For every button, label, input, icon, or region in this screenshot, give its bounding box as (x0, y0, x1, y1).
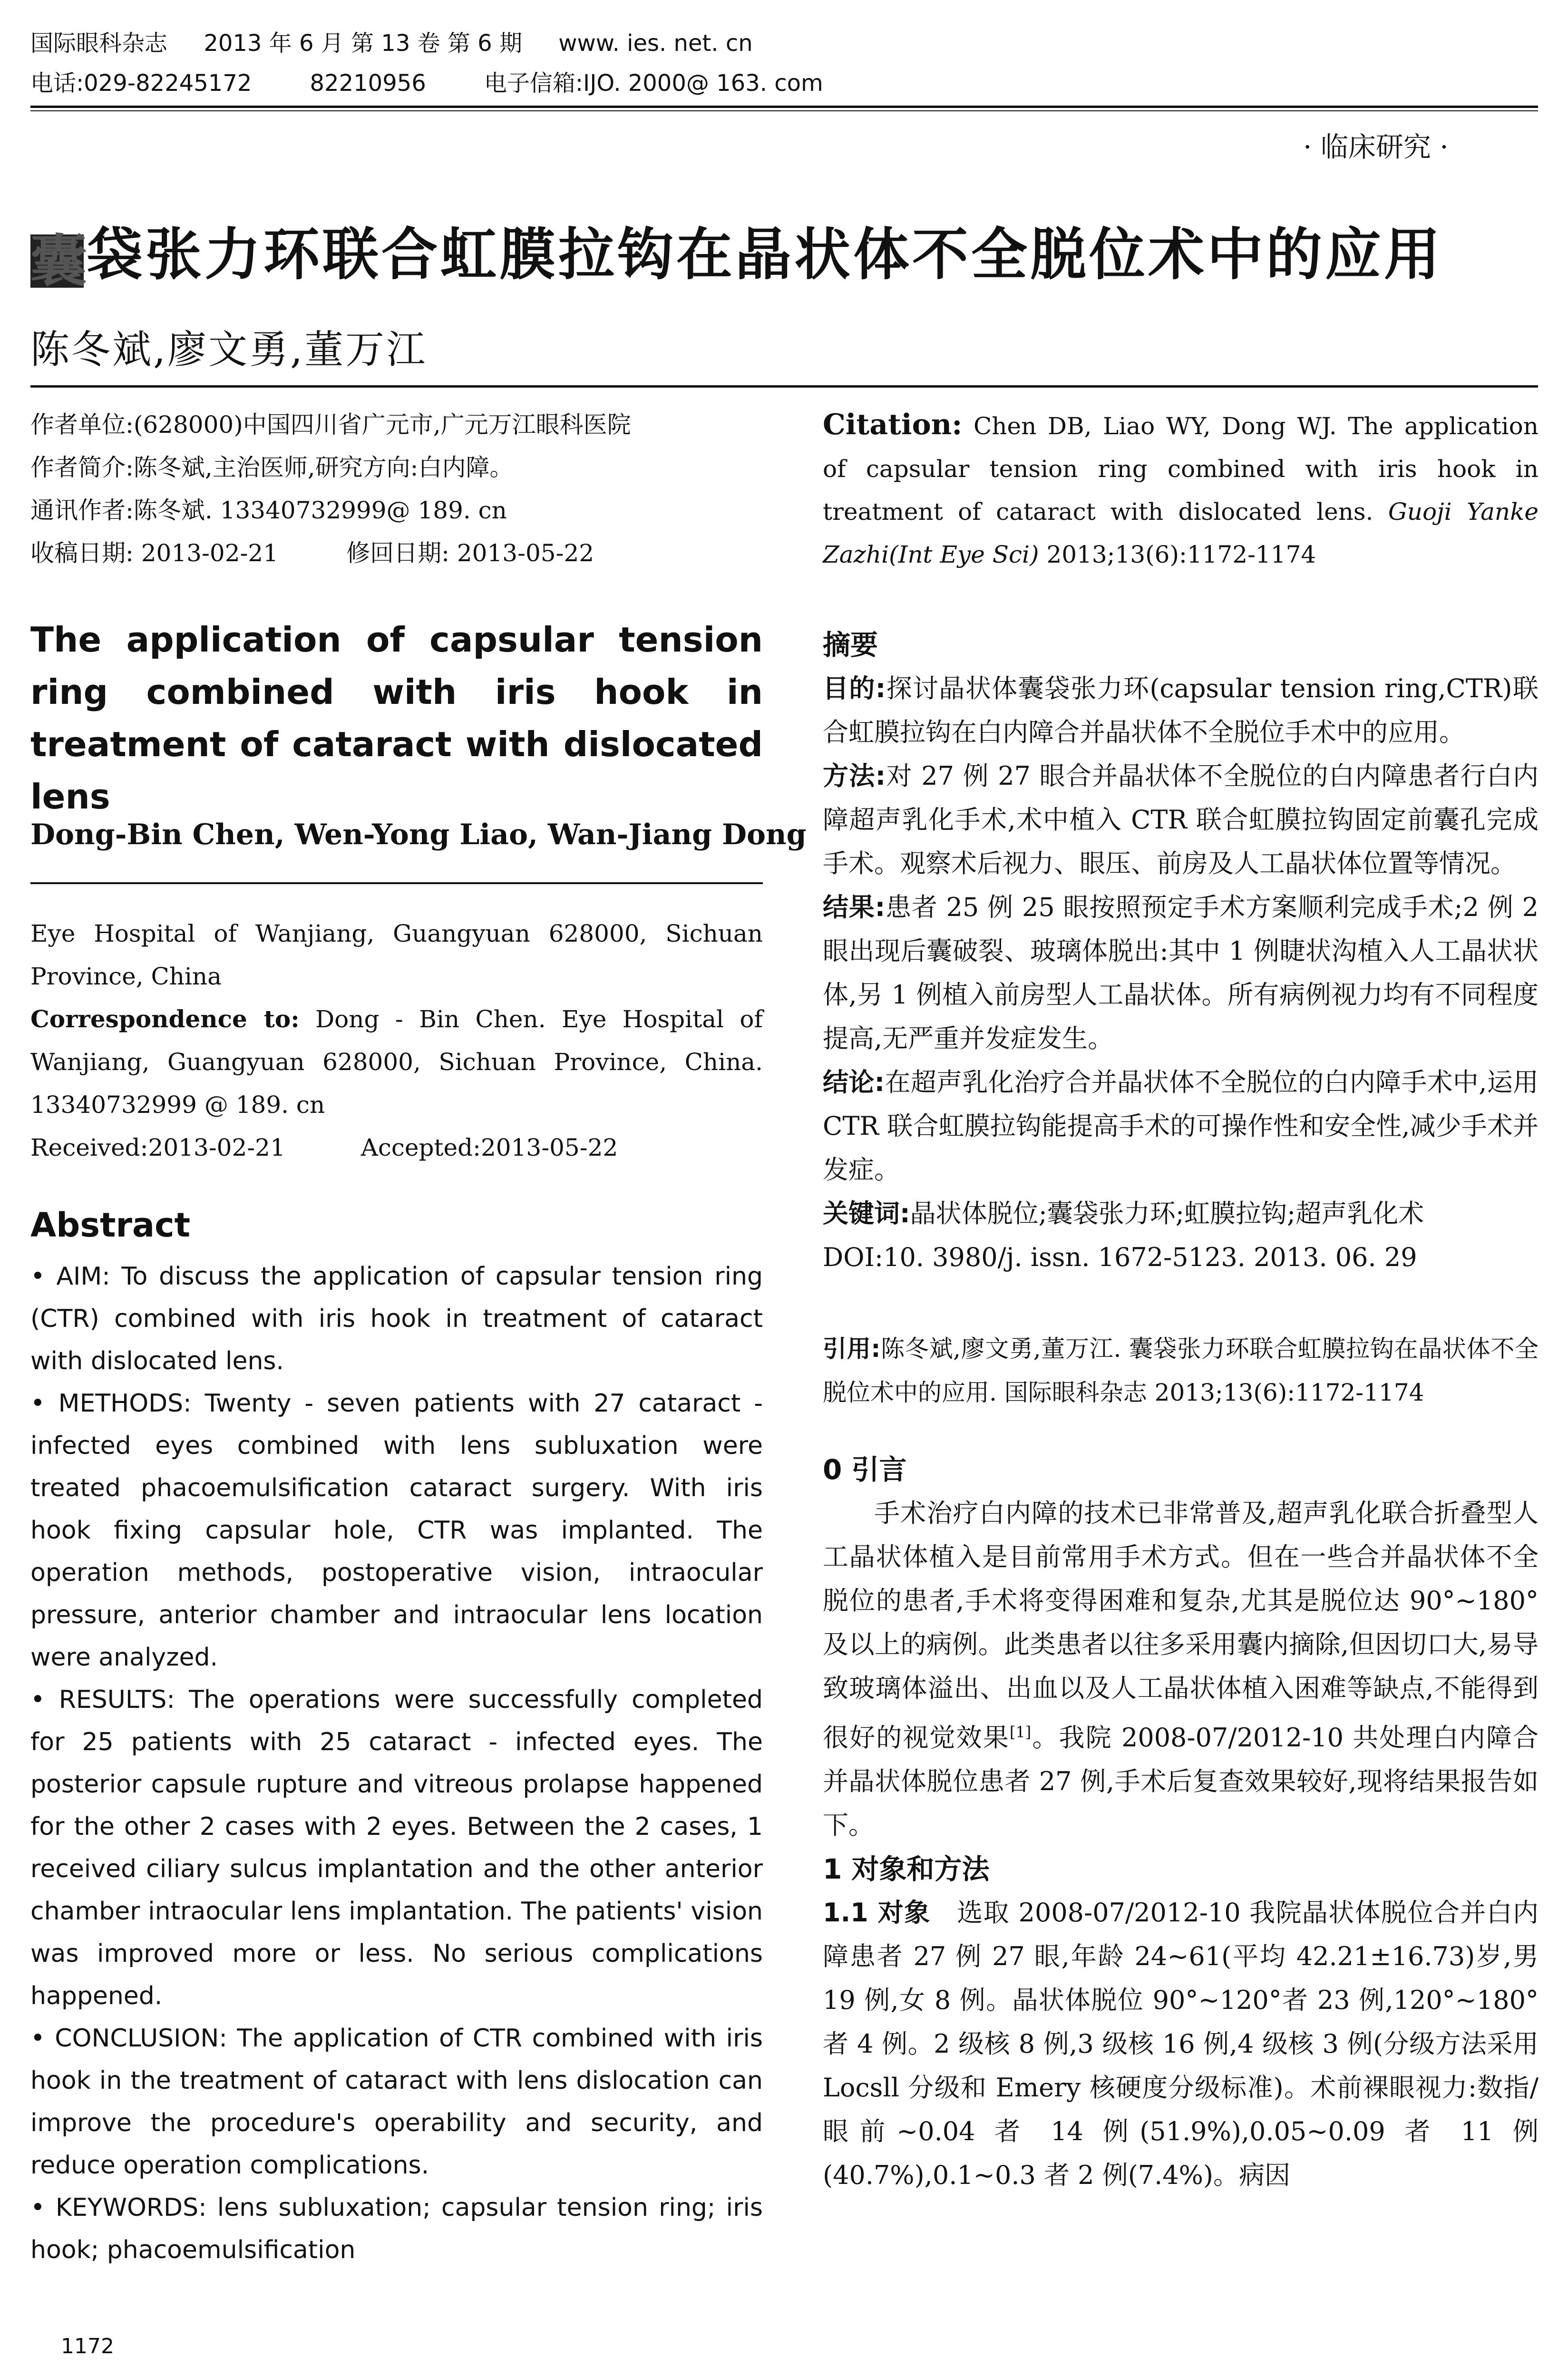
phone: 电话:029-82245172 (30, 70, 252, 97)
citation-text: Chen DB, Liao WY, Dong WJ. The application of capsular tension ring combined with iris hook in treatment of cataract with dislocated lens. (823, 412, 1539, 526)
right-column (823, 623, 1539, 2197)
abstract-heading: Abstract (30, 1206, 191, 1245)
citation-ref: 2013;13(6):1172-1174 (1046, 541, 1316, 568)
zh-conclusion (823, 1061, 1539, 1192)
page-number: 1172 (61, 2334, 114, 2358)
zh-results-text: 患者 25 例 25 眼按照预定手术方案顺利完成手术;2 例 2 眼出现后囊破裂、玻璃体脱出:其中 1 例睫状沟植入人工晶状状体,另 1 例植入前房型人工晶状体。所有病例视力均有不同程度提高,无严重并发症发生。 (823, 892, 1539, 1053)
issue-info: 2013 年 6 月 第 13 卷 第 6 期 (204, 30, 522, 57)
zh-results-label: 结果: (823, 892, 886, 922)
title-first-char-badge: 囊 (30, 228, 90, 294)
zh-abstract-heading: 摘要 (823, 629, 878, 661)
dates-line (30, 532, 768, 575)
cite-cn-text: 陈冬斌,廖文勇,董万江. 囊袋张力环联合虹膜拉钩在晶状体不全脱位术中的应用. 国际眼科杂志 2013;13(6):1172-1174 (823, 1335, 1539, 1406)
citation-label: Citation: (823, 408, 963, 441)
abstract-keywords: • KEYWORDS: lens subluxation; capsular tension ring; iris hook; phacoemulsification (30, 2193, 763, 2264)
correspondence-label: Correspondence to: (30, 1005, 300, 1033)
title-rule (30, 385, 1538, 388)
intro-text: 手术治疗白内障的技术已非常普及,超声乳化联合折叠型人工晶状体植入是目前常用手术方式。但在一些合并晶状体不全脱位的患者,手术将变得困难和复杂,尤其是脱位达 90°~180°及以上的病例。此类患者以往多采用囊内摘除,但因切口大,易导致玻璃体溢出、出血以及人工晶状体植入困难等缺点,不能得到很好的视觉效果 (823, 1498, 1539, 1753)
author-info-block (30, 403, 768, 575)
received-en: Received:2013-02-21 (30, 1134, 285, 1161)
phone2: 82210956 (310, 70, 426, 97)
zh-methods-label: 方法: (823, 761, 886, 791)
zh-results (823, 886, 1539, 1061)
abstract-conclusion: • CONCLUSION: The application of CTR combined with iris hook in the treatment of cataract with lens dislocation can improve the procedure's operability and security, and reduce operation complications. (30, 2024, 763, 2180)
received-date: 收稿日期: 2013-02-21 (30, 539, 279, 567)
methods-sub-heading: 1.1 对象 (823, 1898, 931, 1928)
methods-heading: 1 对象和方法 (823, 1853, 990, 1885)
journal-website[interactable]: www. ies. net. cn (558, 30, 753, 57)
revised-date: 修回日期: 2013-05-22 (346, 539, 594, 567)
zh-conclusion-label: 结论: (823, 1067, 885, 1097)
english-authors: Dong-Bin Chen, Wen-Yong Liao, Wan-Jiang Dong (30, 818, 807, 851)
title-text: 袋张力环联合虹膜拉钩在晶状体不全脱位术中的应用 (87, 222, 1443, 287)
doi: DOI:10. 3980/j. issn. 1672-5123. 2013. 06. 29 (823, 1242, 1417, 1272)
intro-text-end: 。我院 2008-07/2012-10 共处理白内障合并晶状体脱位患者 27 例,手术后复查效果较好,现将结果报告如下。 (823, 1723, 1539, 1840)
abstract-results: • RESULTS: The operations were successfully completed for 25 patients with 25 cataract - infected eyes. The posterior capsule rupture and vitreous prolapse happened for the other 2 cases with 2 eyes. Between the 2 cases, 1 received ciliary sulcus implantation and the other anterior chamber intraocular lens implantation. The patients' vision was improved more or less. No serious complications happened. (30, 1685, 763, 2010)
ref-1[interactable]: [1] (1009, 1723, 1032, 1741)
cite-cn-label: 引用: (823, 1335, 881, 1363)
methods-subject (823, 1891, 1539, 2197)
journal-name: 国际眼科杂志 (30, 30, 168, 57)
english-title: The application of capsular tension ring combined with iris hook in treatment of cataract with dislocated lens (30, 620, 763, 817)
correspondence-en (30, 998, 763, 1126)
zh-methods (823, 754, 1539, 886)
zh-aim (823, 667, 1539, 754)
abstract-aim: • AIM: To discuss the application of capsular tension ring (CTR) combined with iris hook in treatment of cataract with dislocated lens. (30, 1262, 763, 1375)
zh-aim-label: 目的: (823, 673, 886, 703)
affiliation-block (30, 912, 763, 1169)
affiliation: Eye Hospital of Wanjiang, Guangyuan 628000, Sichuan Province, China (30, 920, 763, 990)
journal-header-line1 (30, 25, 753, 58)
methods-text: 选取 2008-07/2012-10 我院晶状体脱位合并白内障患者 27 例 27 眼,年龄 24~61(平均 42.21±16.73)岁,男 19 例,女 8 例。晶状体脱位 90°~120°者 23 例,120°~180°者 4 例。2 级核 8 例,3 级核 16 例,4 级核 3 例(分级方法采用 Locsll 分级和 Emery 核硬度分级标准)。术前裸眼视力:数指/眼前~0.04 者 14 例(51.9%),0.05~0.09 者 11 例(40.7%),0.1~0.3 者 2 例(7.4%)。病因 (823, 1898, 1539, 2190)
accepted-en: Accepted:2013-05-22 (360, 1134, 618, 1161)
email[interactable]: 电子信箱:IJO. 2000@ 163. com (484, 70, 823, 97)
zh-conclusion-text: 在超声乳化治疗合并晶状体不全脱位的白内障手术中,运用 CTR 联合虹膜拉钩能提高手术的可操作性和安全性,减少手术并发症。 (823, 1067, 1539, 1185)
authors-chinese: 陈冬斌,廖文勇,董万江 (30, 327, 428, 372)
citation-block (823, 403, 1539, 576)
zh-methods-text: 对 27 例 27 眼合并晶状体不全脱位的白内障患者行白内障超声乳化手术,术中植入 CTR 联合虹膜拉钩固定前囊孔完成手术。观察术后视力、眼压、前房及人工晶状体位置等情况。 (823, 761, 1539, 878)
intro-heading: 0 引言 (823, 1453, 907, 1486)
abstract-methods: • METHODS: Twenty - seven patients with 27 cataract - infected eyes combined with lens subluxation were treated phacoemulsification cataract surgery. With iris hook fixing capsular hole, CTR was implanted. The operation methods, postoperative vision, intraocular pressure, anterior chamber and intraocular lens location were analyzed. (30, 1389, 763, 1672)
cite-cn (823, 1327, 1539, 1414)
authors-rule (30, 882, 763, 884)
header-rule-thin (30, 110, 1538, 111)
citation-journal: Guoji Yanke Zazhi(Int Eye Sci) (823, 498, 1539, 568)
zh-keywords-text: 晶状体脱位;囊袋张力环;虹膜拉钩;超声乳化术 (910, 1198, 1424, 1228)
zh-aim-text: 探讨晶状体囊袋张力环(capsular tension ring,CTR)联合虹膜拉钩在白内障合并晶状体不全脱位手术中的应用。 (823, 673, 1539, 747)
author-unit: 作者单位:(628000)中国四川省广元市,广元万江眼科医院 (30, 411, 631, 438)
header-rule-thick (30, 106, 1538, 108)
journal-header-line2 (30, 65, 823, 97)
section-tag: · 临床研究 · (1303, 131, 1449, 163)
abstract-body (30, 1256, 763, 2271)
zh-keywords (823, 1192, 1539, 1236)
author-bio: 作者简介:陈冬斌,主治医师,研究方向:白内障。 (30, 454, 514, 481)
article-title (30, 209, 1443, 294)
zh-keywords-label: 关键词: (823, 1198, 910, 1228)
corresponding-author: 通讯作者:陈冬斌. 13340732999@ 189. cn (30, 497, 507, 524)
correspondence-text: Dong - Bin Chen. Eye Hospital of Wanjiang, Guangyuan 628000, Sichuan Province, China. 13340732999 @ 189. cn (30, 1005, 763, 1119)
dates-en (30, 1126, 763, 1169)
intro-paragraph (823, 1491, 1539, 1847)
